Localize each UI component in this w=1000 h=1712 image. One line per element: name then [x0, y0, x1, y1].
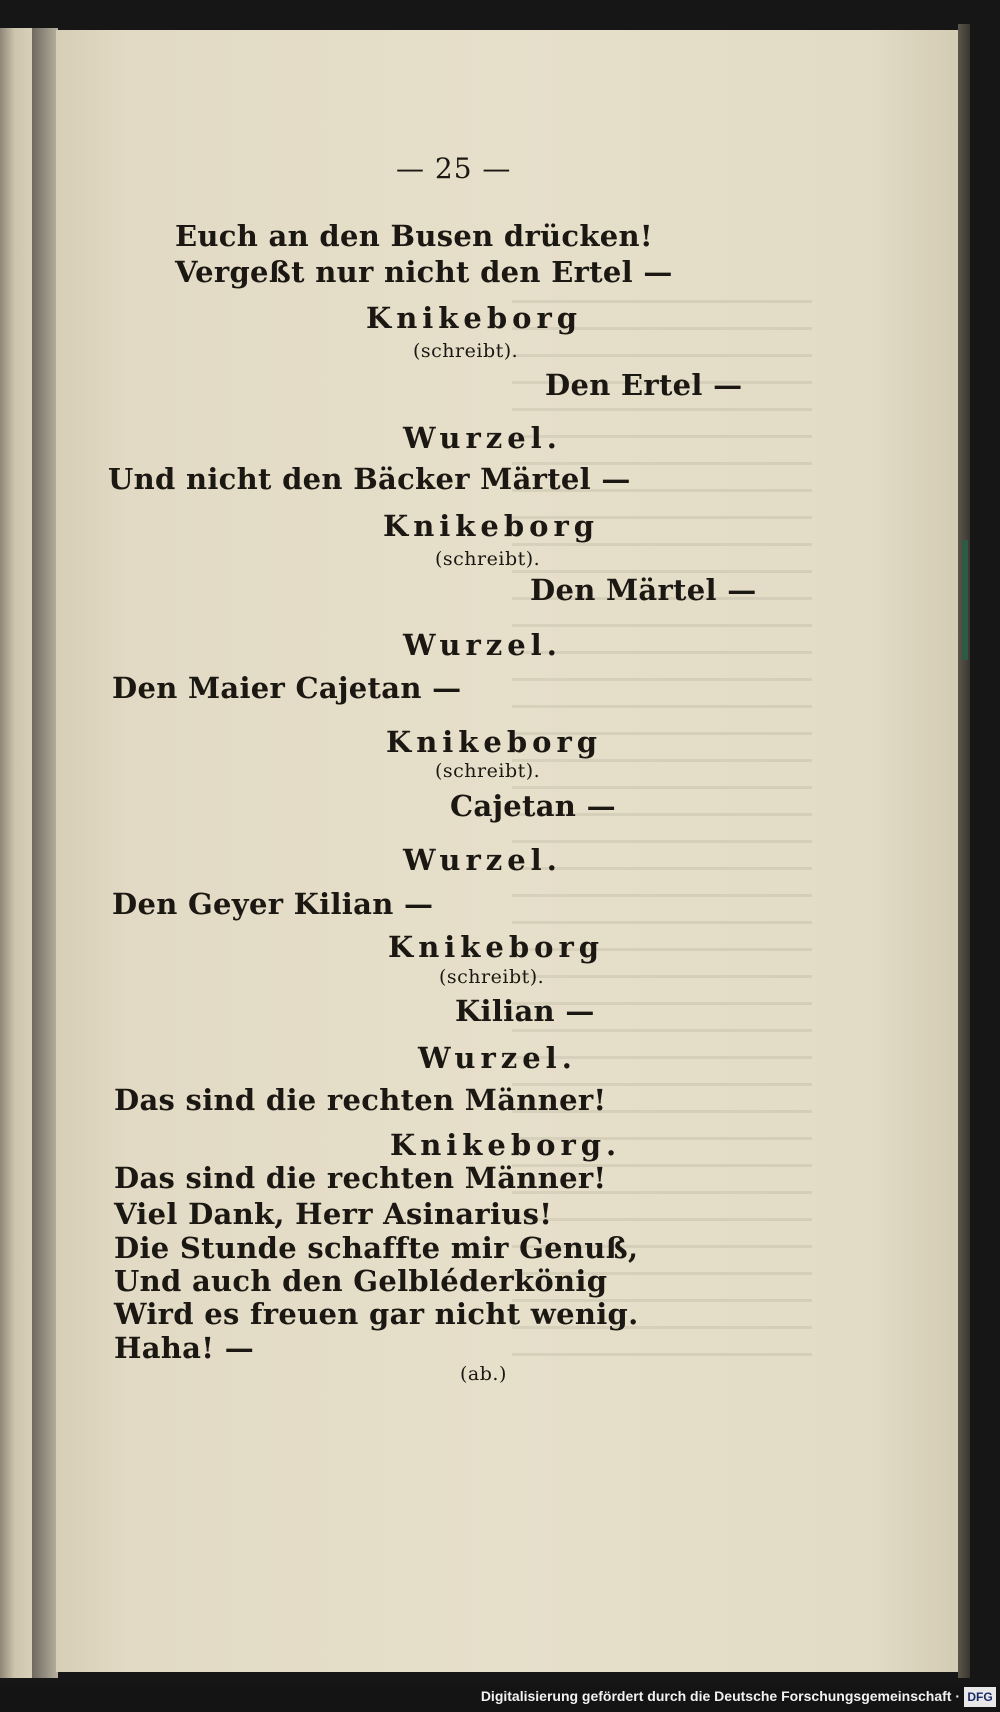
text-line: Wird es freuen gar nicht wenig.	[114, 1297, 639, 1331]
speaker-name: Knikeborg	[386, 725, 603, 759]
speaker-name: Wurzel.	[403, 628, 562, 662]
book-right-edge	[958, 24, 970, 1678]
speaker-name: Knikeborg	[388, 930, 605, 964]
stage-direction: (schreibt).	[435, 760, 541, 782]
text-line: Und auch den Gelbléderkönig	[114, 1264, 608, 1298]
funding-credit: Digitalisierung gefördert durch die Deutsche Forschungsgemeinschaft ·	[480, 1688, 960, 1704]
speaker-name: Wurzel.	[418, 1041, 577, 1075]
text-line: Den Ertel —	[545, 368, 743, 402]
text-line: Und nicht den Bäcker Märtel —	[108, 462, 631, 496]
previous-page-edge	[0, 28, 32, 1678]
text-line: Den Geyer Kilian —	[112, 887, 434, 921]
text-line: Den Märtel —	[530, 573, 757, 607]
text-line: Das sind die rechten Männer!	[114, 1161, 607, 1195]
text-line: Das sind die rechten Männer!	[114, 1083, 607, 1117]
speaker-name: Knikeborg	[366, 301, 583, 335]
text-line: Die Stunde schaffte mir Genuß,	[114, 1231, 639, 1265]
stage-direction: (schreibt).	[435, 548, 541, 570]
book-gutter	[32, 28, 58, 1678]
stage-direction: (schreibt).	[439, 966, 545, 988]
text-line: Den Maier Cajetan —	[112, 671, 462, 705]
text-line: Euch an den Busen drücken!	[175, 219, 653, 253]
speaker-name: Wurzel.	[403, 421, 562, 455]
stage-direction: (ab.)	[460, 1363, 507, 1385]
footer-bar	[0, 1684, 1000, 1712]
stage-direction: (schreibt).	[413, 340, 519, 362]
text-line: Viel Dank, Herr Asinarius!	[114, 1197, 553, 1231]
page-number: — 25 —	[396, 152, 512, 185]
speaker-name: Knikeborg	[383, 509, 600, 543]
text-line: Cajetan —	[450, 789, 616, 823]
speaker-name: Knikeborg.	[390, 1128, 622, 1162]
text-line: Vergeßt nur nicht den Ertel —	[175, 255, 673, 289]
text-line: Haha! —	[114, 1331, 254, 1365]
dfg-logo: DFG	[964, 1687, 996, 1707]
text-line: Kilian —	[455, 994, 595, 1028]
bookmark-tab	[962, 540, 968, 660]
speaker-name: Wurzel.	[403, 843, 562, 877]
